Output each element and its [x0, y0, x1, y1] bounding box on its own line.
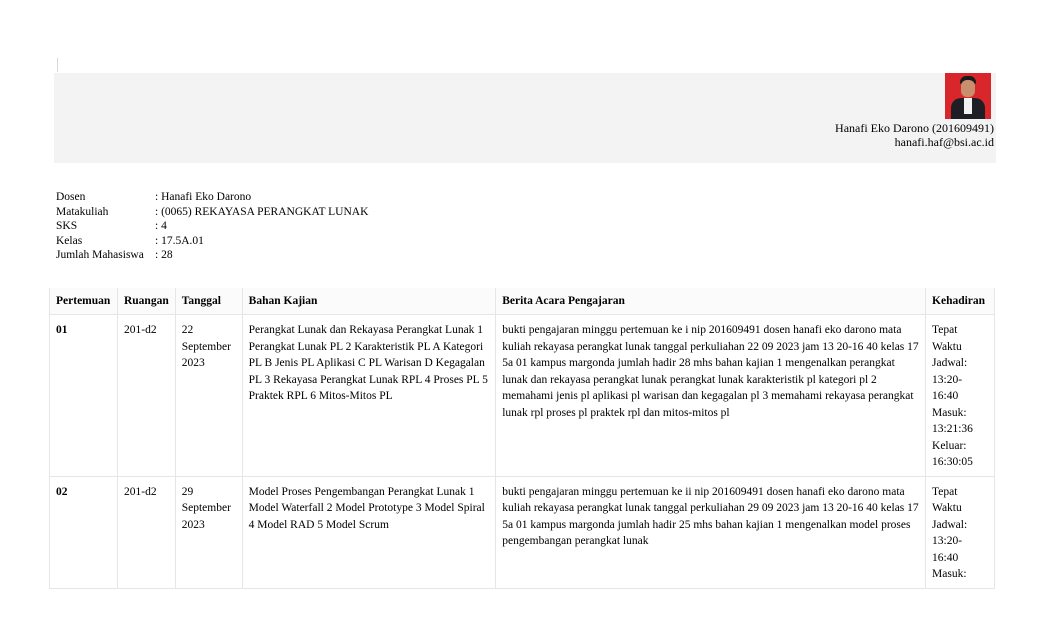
- info-row-sks: [56, 219, 368, 234]
- kehadiran-line: 13:20-: [932, 373, 963, 386]
- tanggal-month: September: [181, 340, 231, 353]
- table-header-row: [50, 288, 995, 315]
- info-label: Jumlah Mahasiswa: [56, 249, 144, 261]
- info-label: Matakuliah: [56, 205, 109, 218]
- header-pertemuan: Pertemuan: [50, 288, 118, 315]
- kehadiran-line: Waktu: [932, 340, 962, 353]
- header-bahan-kajian: Bahan Kajian: [242, 288, 496, 315]
- info-row-jumlah-mahasiswa: [56, 248, 368, 263]
- info-label: Dosen: [56, 191, 86, 203]
- cell-berita-acara: bukti pengajaran minggu pertemuan ke i nip 201609491 dosen hanafi eko darono mata kuliah rekayasa perangkat lunak tanggal perkuliahan 22 09 2023 jam 13 20-16 40 kelas 17 5a 01 kampus margonda jumlah hadir 28 mhs bahan kajian 1 mengenalkan perangkat lunak dan rekayasa perangkat lunak perangkat lunak karakteristik pl kategori pl 2 memahami jenis pl aplikasi pl warisan dan kegagalan pl 3 memahami rekayasa perangkat lunak rpl proses pl praktek rpl dan mitos-mitos pl: [496, 315, 926, 477]
- info-row-kelas: [56, 234, 368, 249]
- course-info: [56, 190, 368, 263]
- info-value: : Hanafi Eko Darono: [155, 191, 252, 203]
- kehadiran-line: Tepat: [932, 324, 958, 336]
- info-row-dosen: [56, 190, 368, 205]
- kehadiran-line: 13:20-: [932, 535, 963, 547]
- kehadiran-line: Waktu: [932, 502, 962, 514]
- lecturer-email: hanafi.haf@bsi.ac.id: [894, 135, 994, 149]
- cell-pertemuan: 01: [50, 315, 118, 477]
- kehadiran-line: Tepat: [932, 485, 958, 498]
- lecturer-header: [54, 73, 996, 163]
- kehadiran-line: 13:21:36: [932, 423, 973, 435]
- cell-bahan-kajian: Model Proses Pengembangan Perangkat Lunak 1 Model Waterfall 2 Model Prototype 3 Model Spiral 4 Model RAD 5 Model Scrum: [242, 476, 496, 588]
- table-row: [50, 315, 995, 477]
- info-value: : 28: [155, 249, 173, 261]
- header-ruangan: Ruangan: [117, 288, 175, 315]
- header-kehadiran: Kehadiran: [926, 288, 995, 315]
- cell-pertemuan: 02: [50, 476, 118, 588]
- kehadiran-line: 16:30:05: [932, 456, 973, 468]
- attendance-table: [49, 288, 995, 589]
- table-row: [50, 476, 995, 588]
- info-value: : 4: [155, 220, 167, 232]
- info-value: : (0065) REKAYASA PERANGKAT LUNAK: [155, 205, 369, 218]
- kehadiran-line: Keluar:: [932, 439, 967, 452]
- kehadiran-line: Masuk:: [932, 406, 967, 419]
- cell-kehadiran: [926, 315, 995, 477]
- cell-kehadiran: [926, 476, 995, 588]
- kehadiran-line: 16:40: [932, 390, 959, 402]
- info-label: Kelas: [56, 234, 83, 247]
- tanggal-day: 29: [181, 485, 194, 498]
- lecturer-name: Hanafi Eko Darono (201609491): [835, 121, 994, 135]
- kehadiran-line: Jadwal:: [932, 357, 968, 369]
- kehadiran-line: Masuk:: [932, 568, 967, 580]
- cell-ruangan: 201-d2: [117, 315, 175, 477]
- page-margin-mark: [57, 58, 58, 72]
- tanggal-day: 22: [181, 324, 194, 336]
- cell-tanggal: [175, 315, 242, 477]
- header-berita-acara: Berita Acara Pengajaran: [496, 288, 926, 315]
- cell-bahan-kajian: Perangkat Lunak dan Rekayasa Perangkat Lunak 1 Perangkat Lunak PL 2 Karakteristik PL A Kategori PL B Jenis PL Aplikasi C PL Warisan D Kegagalan PL 3 Rekayasa Perangkat Lunak RPL 4 Proses PL 5 Praktek RPL 6 Mitos-Mitos PL: [242, 315, 496, 477]
- tanggal-year: 2023: [181, 518, 205, 531]
- tanggal-month: September: [181, 502, 231, 514]
- cell-berita-acara: bukti pengajaran minggu pertemuan ke ii nip 201609491 dosen hanafi eko darono mata kuliah rekayasa perangkat lunak tanggal perkuliahan 29 09 2023 jam 13 20-16 40 kelas 17 5a 01 kampus margonda jumlah hadir 25 mhs bahan kajian 1 mengenalkan model proses pengembangan perangkat lunak: [496, 476, 926, 588]
- info-label: SKS: [56, 220, 78, 232]
- kehadiran-line: 16:40: [932, 551, 959, 564]
- cell-tanggal: [175, 476, 242, 588]
- header-tanggal: Tanggal: [175, 288, 242, 315]
- lecturer-photo-icon: [945, 73, 991, 119]
- kehadiran-line: Jadwal:: [932, 518, 968, 531]
- cell-ruangan: 201-d2: [117, 476, 175, 588]
- info-row-matakuliah: [56, 205, 368, 220]
- info-value: : 17.5A.01: [155, 234, 204, 247]
- tanggal-year: 2023: [181, 357, 205, 369]
